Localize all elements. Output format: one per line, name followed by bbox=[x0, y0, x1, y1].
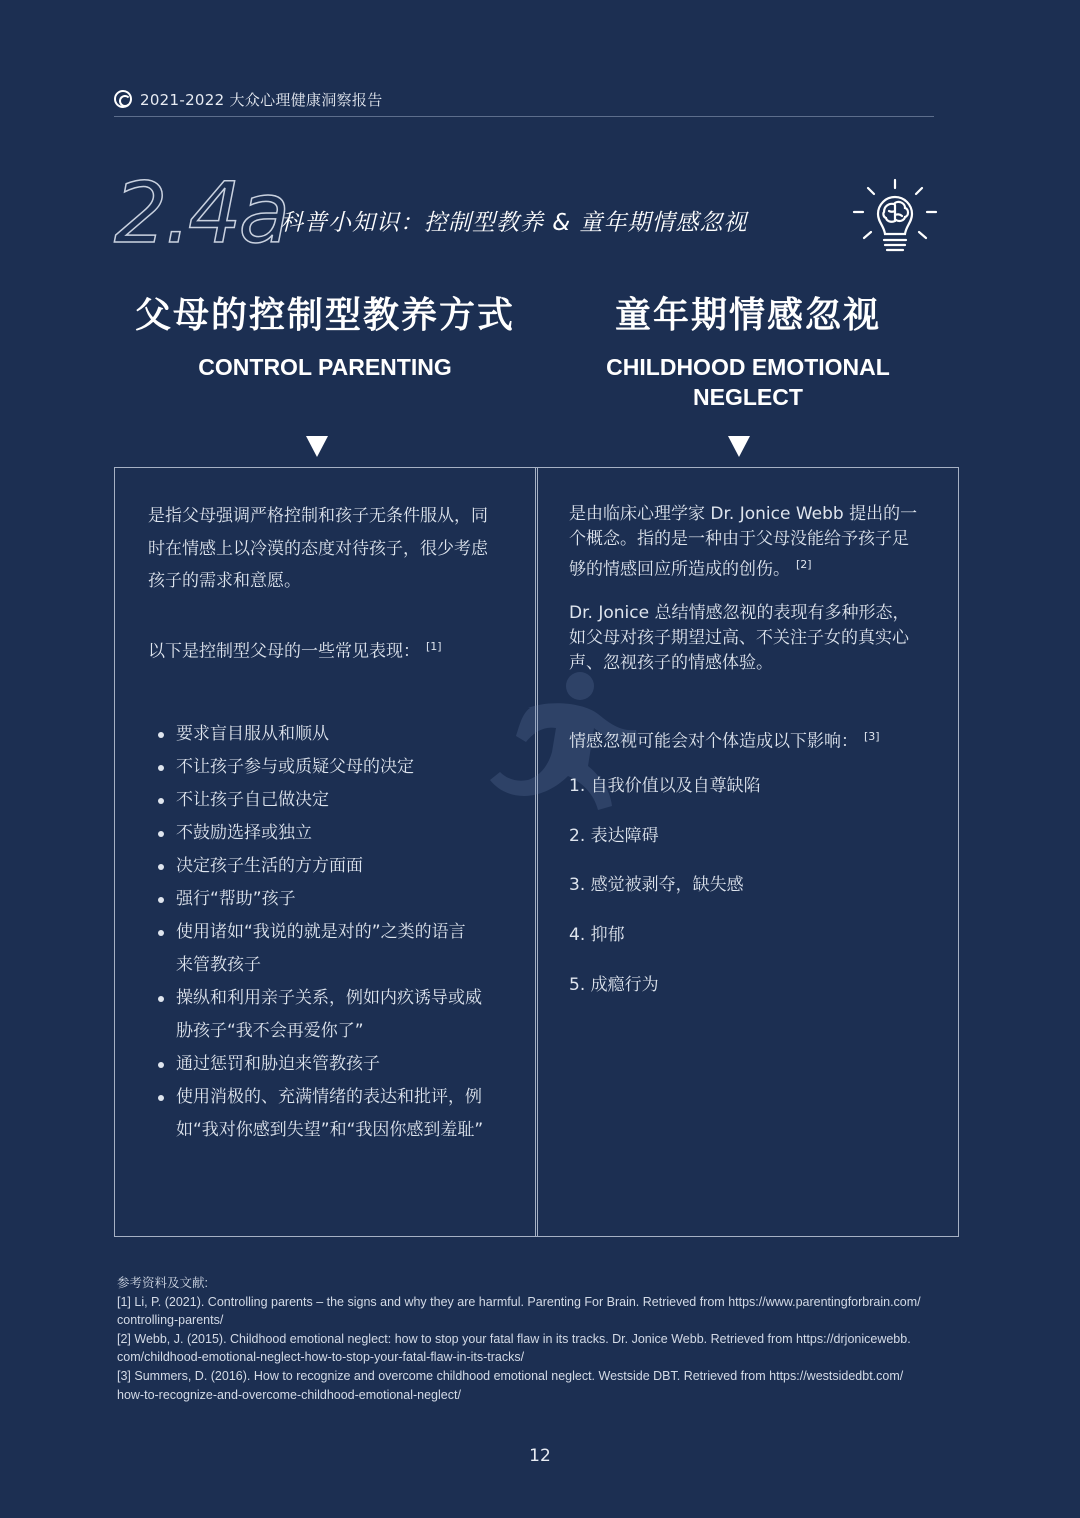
citation-ref: [1] bbox=[426, 640, 442, 653]
citation-ref: [2] bbox=[796, 558, 812, 571]
section-number: 2.4a bbox=[114, 164, 288, 262]
definition-line-text: 够的情感回应所造成的创伤。 bbox=[569, 559, 790, 580]
emotional-neglect-title-zh: 童年期情感忽视 bbox=[614, 295, 881, 336]
reference-line: controlling-parents/ bbox=[117, 1313, 224, 1328]
reference-line: [3] Summers, D. (2016). How to recognize and overcome childhood emotional neglect. Westside DBT. Retrieved from https://westsidedbt.com/ bbox=[117, 1368, 904, 1383]
down-arrow-icon bbox=[306, 436, 328, 457]
emotional-neglect-title-en-line2: NEGLECT bbox=[693, 384, 803, 410]
control-parenting-title-zh: 父母的控制型教养方式 bbox=[134, 295, 515, 336]
list-item bbox=[158, 982, 508, 1048]
list-item: 5. 成瘾行为 bbox=[569, 974, 659, 995]
list-item-text: 决定孩子生活的方方面面 bbox=[176, 856, 363, 876]
list-item bbox=[158, 850, 508, 883]
emotional-neglect-heading bbox=[538, 294, 958, 412]
list-item-text: 通过惩罚和胁迫来管教孩子 bbox=[176, 1054, 380, 1074]
control-parenting-definition bbox=[148, 500, 508, 598]
list-item: 4. 抑郁 bbox=[569, 925, 625, 946]
list-item-text: 不让孩子参与或质疑父母的决定 bbox=[176, 757, 414, 777]
citation-ref: [3] bbox=[864, 730, 880, 743]
page-number: 12 bbox=[529, 1446, 551, 1466]
list-item: 3. 感觉被剥夺，缺失感 bbox=[569, 875, 744, 896]
reference-line: com/childhood-emotional-neglect-how-to-stop-your-fatal-flaw-in-its-tracks/ bbox=[117, 1350, 525, 1365]
down-arrow-icon bbox=[728, 436, 750, 457]
reference-line: [1] Li, P. (2021). Controlling parents – the signs and why they are harmful. Parenting For Brain. Retrieved from https://www.parentingforbrain.com/ bbox=[117, 1294, 921, 1309]
list-item-text: 不让孩子自己做决定 bbox=[176, 790, 329, 810]
list-item bbox=[158, 817, 508, 850]
list-item-text: 来管教孩子 bbox=[176, 955, 261, 975]
list-item bbox=[158, 1081, 508, 1147]
list-item-text: 要求盲目服从和顺从 bbox=[176, 724, 329, 744]
references bbox=[117, 1274, 947, 1404]
column-divider bbox=[535, 467, 538, 1237]
list-item bbox=[158, 751, 508, 784]
list-item bbox=[158, 883, 508, 916]
reference-line: how-to-recognize-and-overcome-childhood-emotional-neglect/ bbox=[117, 1387, 461, 1402]
control-parenting-lead bbox=[148, 632, 508, 667]
list-item-text: 如“我对你感到失望”和“我因你感到羞耻” bbox=[176, 1120, 484, 1140]
list-item-text: 操纵和利用亲子关系，例如内疚诱导或威 bbox=[176, 988, 482, 1008]
report-title: 2021-2022 大众心理健康洞察报告 bbox=[140, 90, 383, 109]
list-item-text: 不鼓励选择或独立 bbox=[176, 823, 312, 843]
list-item bbox=[158, 718, 508, 751]
forms-line: Dr. Jonice 总结情感忽视的表现有多种形态， bbox=[569, 603, 910, 623]
list-item-text: 强行“帮助”孩子 bbox=[176, 889, 296, 909]
list-item bbox=[158, 916, 508, 982]
list-item: 1. 自我价值以及自尊缺陷 bbox=[569, 776, 761, 796]
section-title: 科普小知识：控制型教养 & 童年期情感忽视 bbox=[280, 210, 748, 236]
definition-line: 是由临床心理学家 Dr. Jonice Webb 提出的一 bbox=[569, 504, 918, 524]
report-header bbox=[114, 90, 934, 117]
forms-line: 声、忽视孩子的情感体验。 bbox=[569, 653, 773, 673]
report-logo-icon bbox=[114, 90, 132, 108]
lead-text: 以下是控制型父母的一些常见表现： bbox=[148, 641, 420, 662]
emotional-neglect-effects-list bbox=[569, 774, 929, 1022]
forms-line: 如父母对孩子期望过高、不关注子女的真实心 bbox=[569, 628, 909, 648]
references-heading: 参考资料及文献: bbox=[117, 1276, 208, 1290]
emotional-neglect-lead bbox=[569, 724, 929, 755]
list-item-text: 使用诸如“我说的就是对的”之类的语言 bbox=[176, 922, 466, 942]
definition-line: 个概念。指的是一种由于父母没能给予孩子足 bbox=[569, 529, 909, 549]
emotional-neglect-title-en-line1: CHILDHOOD EMOTIONAL bbox=[606, 354, 890, 380]
definition-line bbox=[569, 552, 929, 583]
definition-line: 孩子的需求和意愿。 bbox=[148, 571, 301, 591]
list-item-text: 使用消极的、充满情绪的表达和批评，例 bbox=[176, 1087, 482, 1107]
emotional-neglect-forms bbox=[569, 601, 929, 676]
reference-line: [2] Webb, J. (2015). Childhood emotional neglect: how to stop your fatal flaw in its tracks. Dr. Jonice Webb. Retrieved from https://drjonicewebb. bbox=[117, 1331, 911, 1346]
definition-line: 是指父母强调严格控制和孩子无条件服从，同 bbox=[148, 506, 488, 526]
list-item bbox=[158, 784, 508, 817]
lead-text: 情感忽视可能会对个体造成以下影响： bbox=[569, 731, 858, 752]
emotional-neglect-definition bbox=[569, 502, 929, 583]
control-parenting-title-en: CONTROL PARENTING bbox=[198, 354, 452, 380]
list-item bbox=[158, 1048, 508, 1081]
control-parenting-behaviors-list bbox=[158, 718, 508, 1147]
list-item: 2. 表达障碍 bbox=[569, 825, 659, 846]
lightbulb-brain-icon bbox=[852, 178, 938, 260]
emotional-neglect-title-en bbox=[538, 352, 958, 412]
definition-line: 时在情感上以冷漠的态度对待孩子，很少考虑 bbox=[148, 538, 488, 559]
control-parenting-heading bbox=[114, 294, 536, 382]
list-item-text: 胁孩子“我不会再爱你了” bbox=[176, 1021, 364, 1041]
